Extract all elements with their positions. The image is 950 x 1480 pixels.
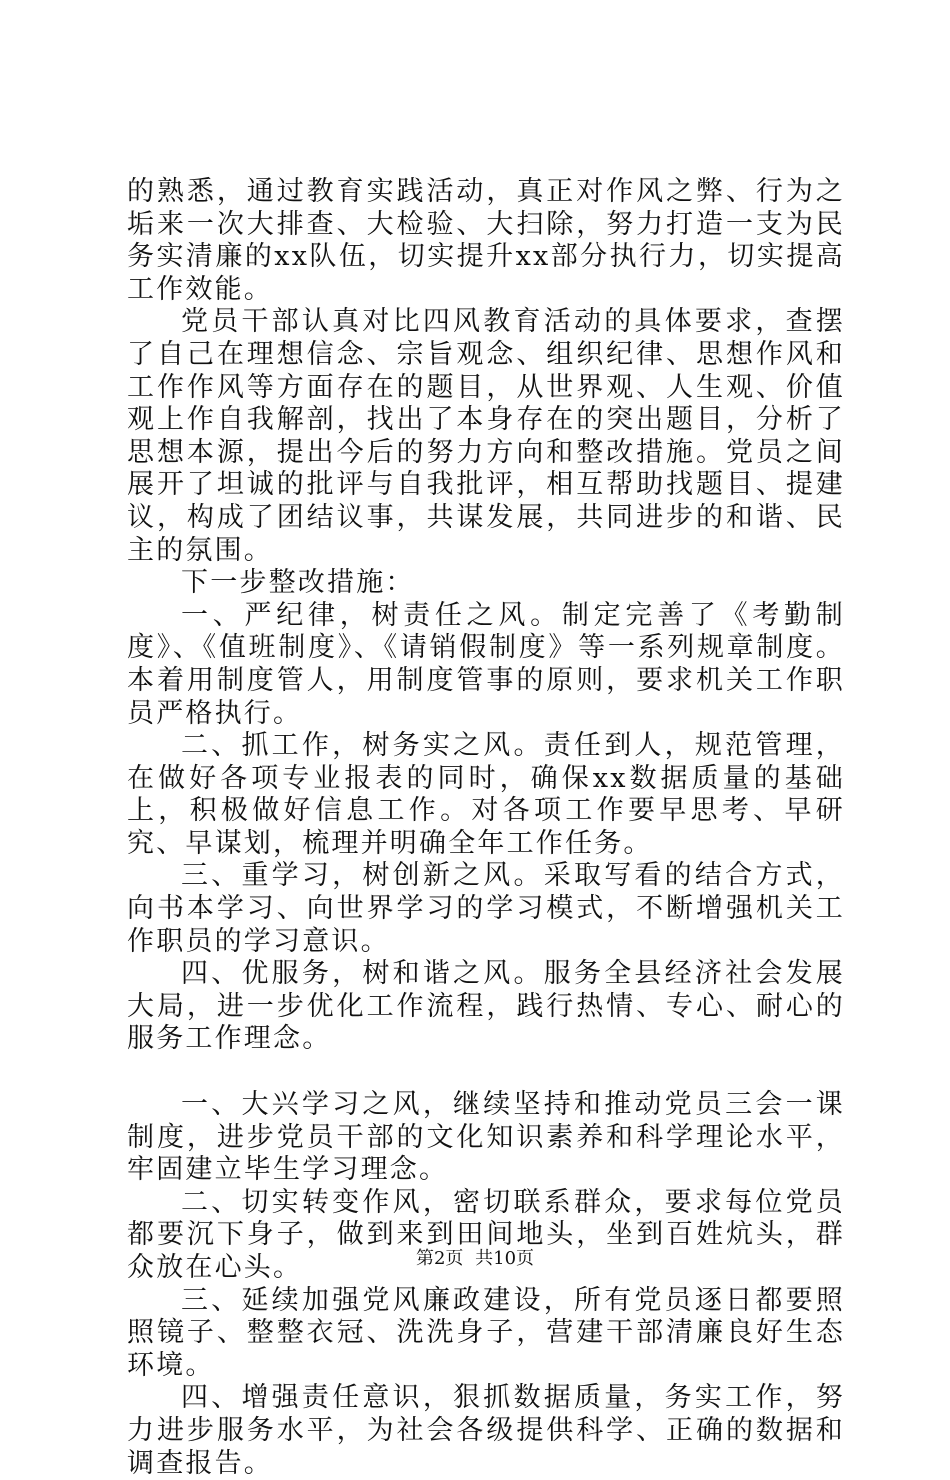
page-footer <box>0 1244 950 1270</box>
paragraph-5: 二、抓工作，树务实之风。责任到人，规范管理，在做好各项专业报表的同时，确保xx数据质量的基础上，积极做好信息工作。对各项工作要早思考、早研究、早谋划，梳理并明确全年工作任务。 <box>127 730 845 859</box>
paragraph-10: 三、延续加强党风廉政建设，所有党员逐日都要照照镜子、整整衣冠、洗洗身子，营建干部清廉良好生态环境。 <box>127 1284 845 1381</box>
document-body <box>127 176 845 1480</box>
page-total: 共10页 <box>475 1248 535 1269</box>
paragraph-1: 的熟悉，通过教育实践活动，真正对作风之弊、行为之垢来一次大排查、大检验、大扫除，努力打造一支为民务实清廉的xx队伍，切实提升xx部分执行力，切实提高工作效能。 <box>127 176 845 305</box>
paragraph-4: 一、严纪律，树责任之风。制定完善了《考勤制度》、《值班制度》、《请销假制度》等一系列规章制度。本着用制度管人，用制度管事的原则，要求机关工作职员严格执行。 <box>127 599 845 729</box>
paragraph-2: 党员干部认真对比四风教育活动的具体要求，查摆了自己在理想信念、宗旨观念、组织纪律、思想作风和工作作风等方面存在的题目，从世界观、人生观、价值观上作自我解剖，找出了本身存在的突出题目，分析了思想本源，提出今后的努力方向和整改措施。党员之间展开了坦诚的批评与自我批评，相互帮助找题目、提建议，构成了团结议事，共谋发展，共同进步的和谐、民主的氛围。 <box>127 306 845 566</box>
paragraph-11: 四、增强责任意识，狠抓数据质量，务实工作，努力进步服务水平，为社会各级提供科学、正确的数据和调查报告。 <box>127 1382 845 1479</box>
paragraph-3: 下一步整改措施： <box>181 567 415 599</box>
page-number: 第2页 <box>415 1248 464 1269</box>
paragraph-7: 四、优服务，树和谐之风。服务全县经济社会发展大局，进一步优化工作流程，践行热情、专心、耐心的服务工作理念。 <box>127 958 845 1055</box>
paragraph-8: 一、大兴学习之风，继续坚持和推动党员三会一课制度，进步党员干部的文化知识素养和科学理论水平，牢固建立毕生学习理念。 <box>127 1089 845 1186</box>
paragraph-6: 三、重学习，树创新之风。采取写看的结合方式，向书本学习、向世界学习的学习模式，不断增强机关工作职员的学习意识。 <box>127 860 845 957</box>
paragraph-9: 二、切实转变作风，密切联系群众，要求每位党员都要沉下身子，做到来到田间地头，坐到百姓炕头，群众放在心头。 <box>127 1186 845 1283</box>
